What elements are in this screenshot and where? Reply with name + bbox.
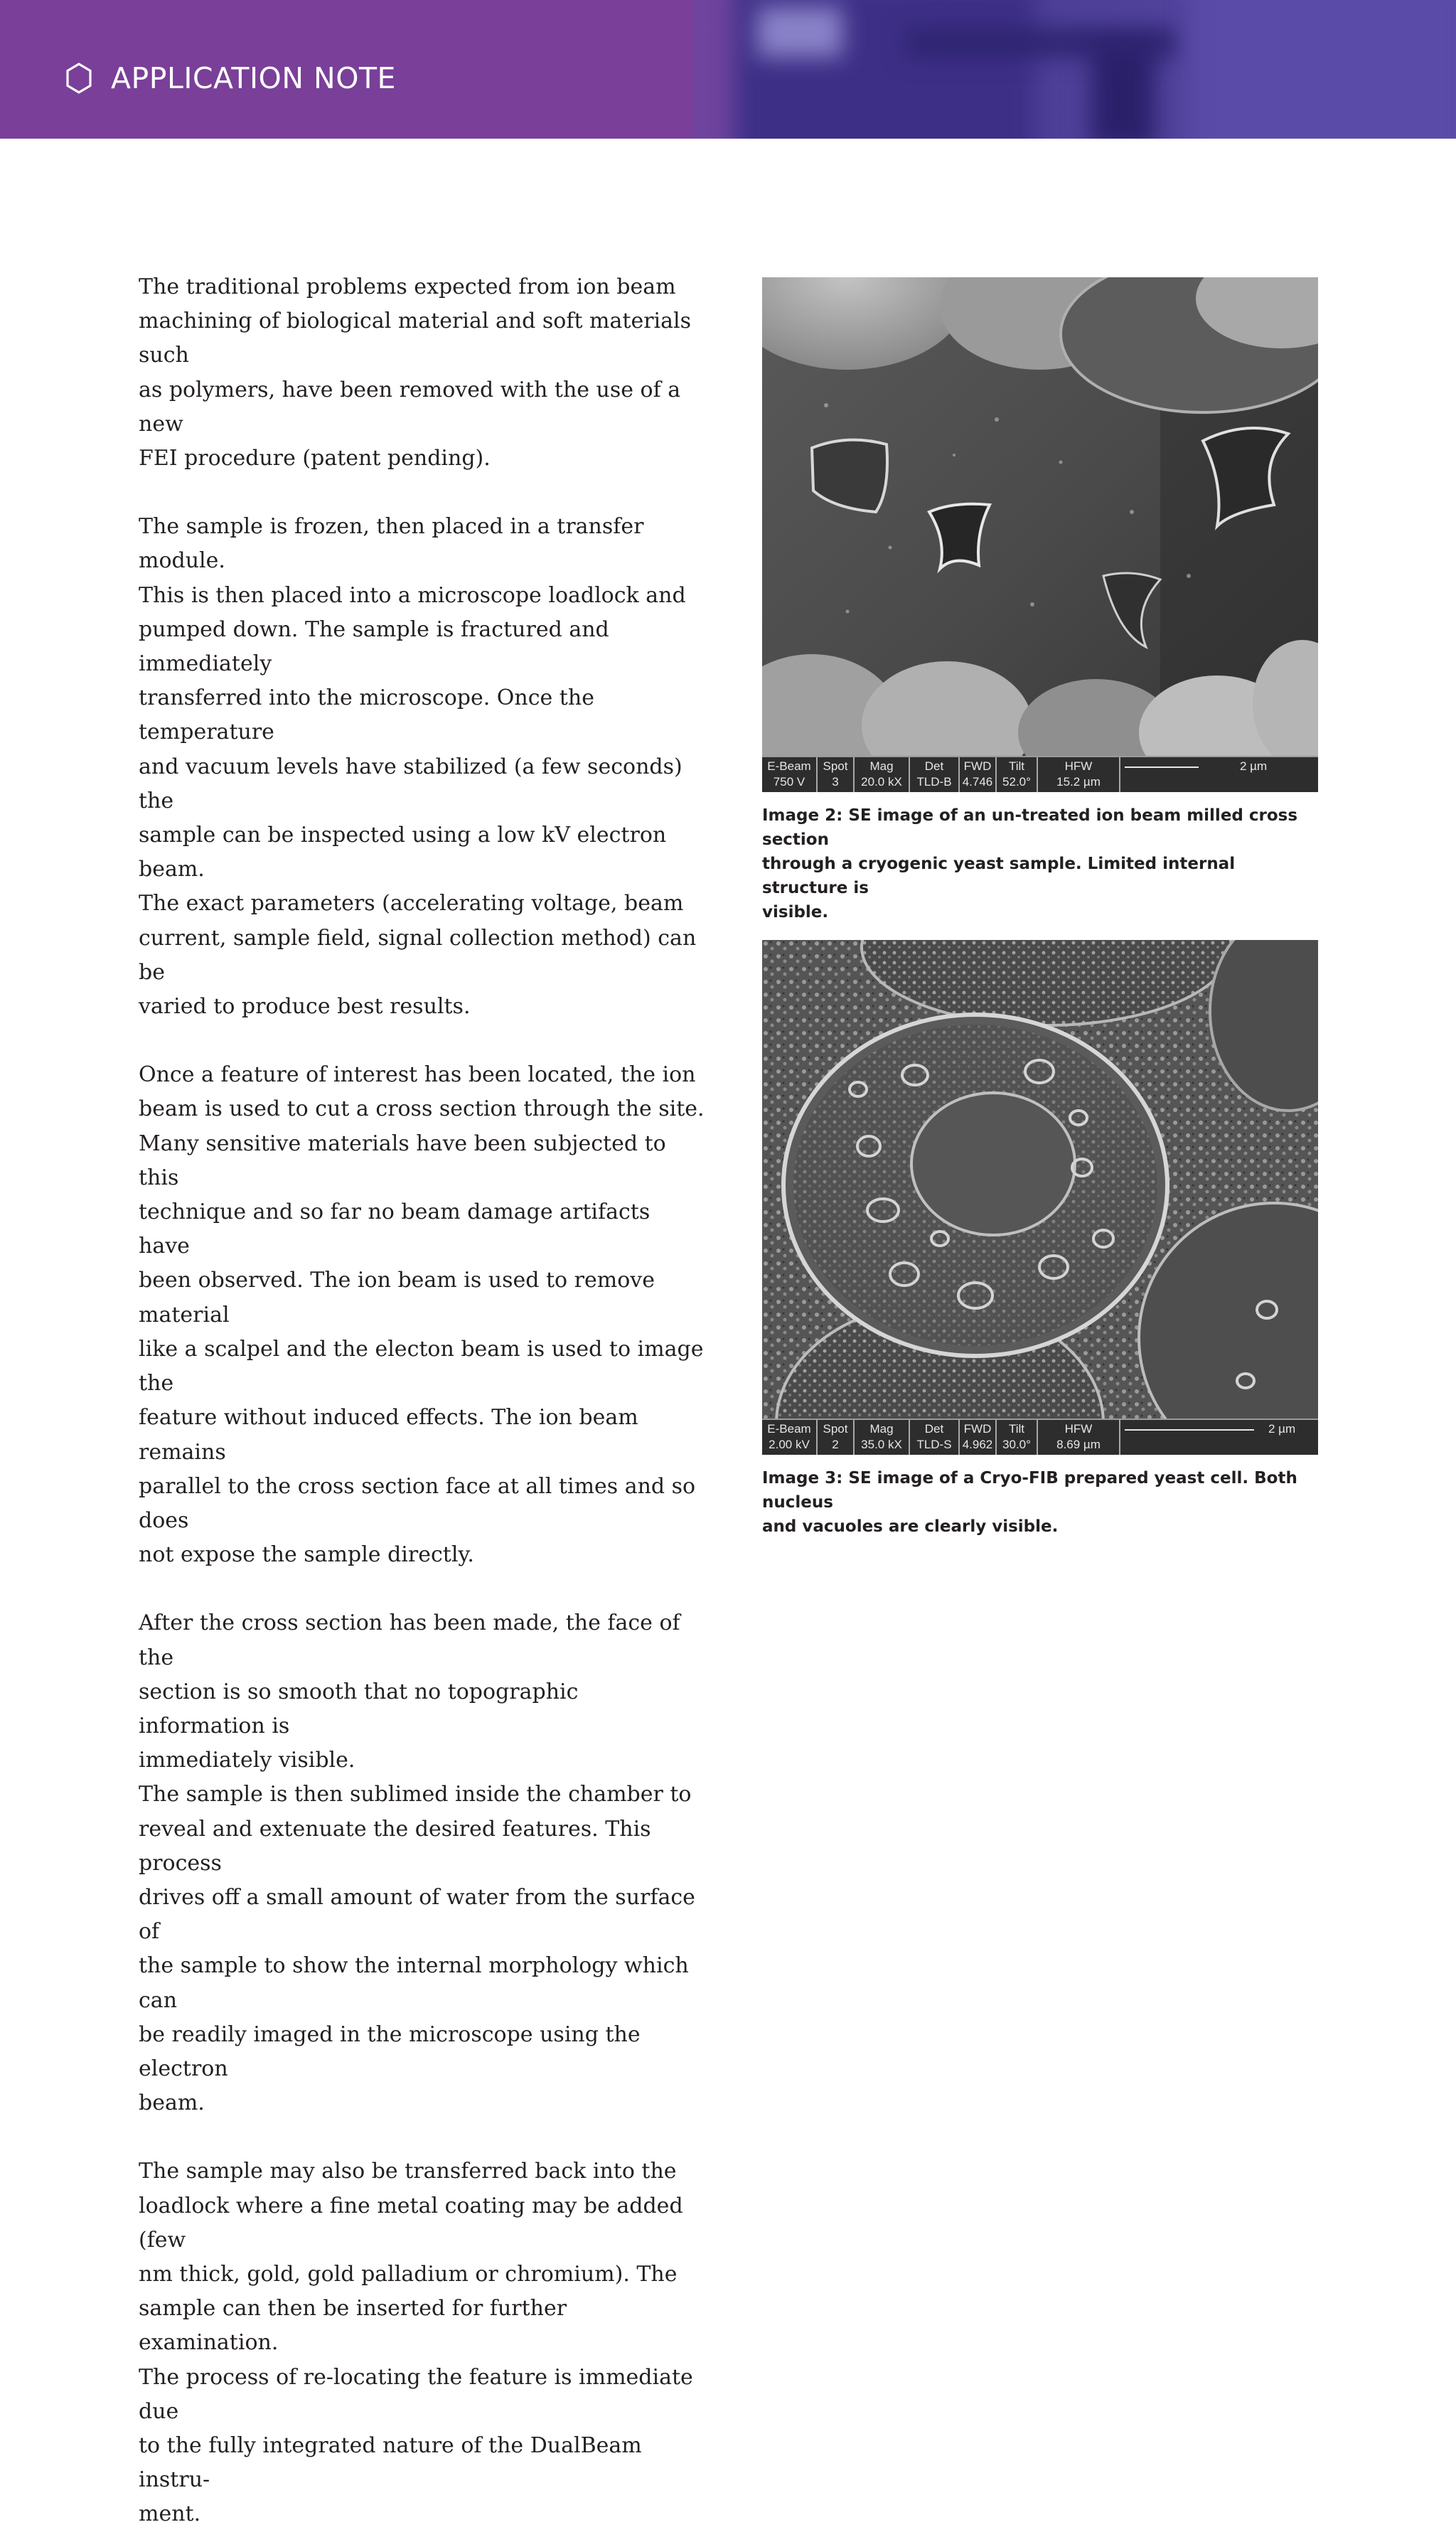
databar-cell-fwd: FWD 4.746	[960, 757, 997, 792]
sem-micrograph-cross-section	[762, 277, 1318, 792]
sem-micrograph-yeast-cell	[762, 940, 1318, 1455]
databar-cell-det: Det TLD-B	[910, 757, 960, 792]
header-photo	[693, 0, 1456, 139]
databar-cell-ebeam: E-Beam 2.00 kV	[762, 1420, 818, 1455]
databar-cell-mag: Mag 20.0 kX	[855, 757, 910, 792]
scale-bar-label: 2 µm	[1268, 1422, 1296, 1436]
databar-cell-ebeam: E-Beam 750 V	[762, 757, 818, 792]
figure-caption: Image 2: SE image of an un-treated ion beam milled cross section through a cryogenic yeast sample. Limited internal structure is visible.	[762, 806, 1298, 922]
figure-image-3	[762, 940, 1318, 1539]
paragraph-4: After the cross section has been made, the face of the section is so smooth that no topographic information is immediately visible.	[139, 1610, 680, 1773]
scale-bar-label: 2 µm	[1240, 759, 1268, 773]
sem-databar	[762, 756, 1318, 792]
hexagon-outline-icon	[65, 63, 92, 94]
figure-caption: Image 3: SE image of a Cryo-FIB prepared yeast cell. Both nucleus and vacuoles are clearly visible.	[762, 1469, 1297, 1536]
sem-image-cross-section	[762, 277, 1318, 792]
databar-cell-det: Det TLD-S	[910, 1420, 960, 1455]
page-title: APPLICATION NOTE	[111, 61, 396, 95]
databar-scale-bar	[1120, 757, 1317, 792]
sem-image-yeast-cell	[762, 940, 1318, 1455]
databar-cell-tilt: Tilt 52.0°	[997, 757, 1038, 792]
databar-cell-hfw: HFW 15.2 µm	[1038, 757, 1120, 792]
databar-cell-mag: Mag 35.0 kX	[855, 1420, 910, 1455]
databar-cell-spot: Spot 2	[818, 1420, 855, 1455]
header-banner	[0, 0, 1456, 139]
databar-cell-spot: Spot 3	[818, 757, 855, 792]
databar-cell-fwd: FWD 4.962	[960, 1420, 997, 1455]
figure-image-2	[762, 277, 1318, 924]
scale-bar-line	[1125, 1429, 1254, 1431]
databar-cell-hfw: HFW 8.69 µm	[1038, 1420, 1120, 1455]
databar-cell-tilt: Tilt 30.0°	[997, 1420, 1038, 1455]
paragraph-6: The sample may also be transferred back into the loadlock where a fine metal coating may be added (few nm thick, gold, gold palladium or chromium). The sample can then be inserted for further examination. The process of re-locating the feature is immediate due to the fully integrated nature of the DualBeam instru- ment.	[139, 2159, 693, 2527]
databar-scale-bar	[1120, 1420, 1317, 1455]
paragraph-2: The sample is frozen, then placed in a transfer module. This is then placed into a microscope loadlock and pumped down. The sample is fractured and immediately transferred into the microscope. Once the temperature and vacuum levels have stabilized (a few seconds) the sample can be inspected using a low kV electron beam. The exact parameters (accelerating voltage, beam current, sample field, signal collection method) can be varied to produce best results.	[139, 514, 697, 1020]
paragraph-1: The traditional problems expected from ion beam machining of biological material and soft materials such as polymers, have been removed with the use of a new FEI procedure (patent pending).	[139, 274, 692, 471]
paragraph-3: Once a feature of interest has been located, the ion beam is used to cut a cross section through the site. Many sensitive materials have been subjected to this technique and so far no beam damage artifacts have been observed. The ion beam is used to remove material like a scalpel and the electon beam is used to image the feature without induced effects. The ion beam remains parallel to the cross section face at all times and so does not expose the sample directly.	[139, 1062, 705, 1568]
paragraph-5: The sample is then sublimed inside the chamber to reveal and extenuate the desired features. This process drives off a small amount of water from the surface of the sample to show the internal morphology which can be readily imaged in the microscope using the electron beam.	[139, 1782, 695, 2116]
sem-databar	[762, 1419, 1318, 1455]
body-text-column	[139, 270, 707, 2532]
scale-bar-line	[1125, 766, 1199, 768]
